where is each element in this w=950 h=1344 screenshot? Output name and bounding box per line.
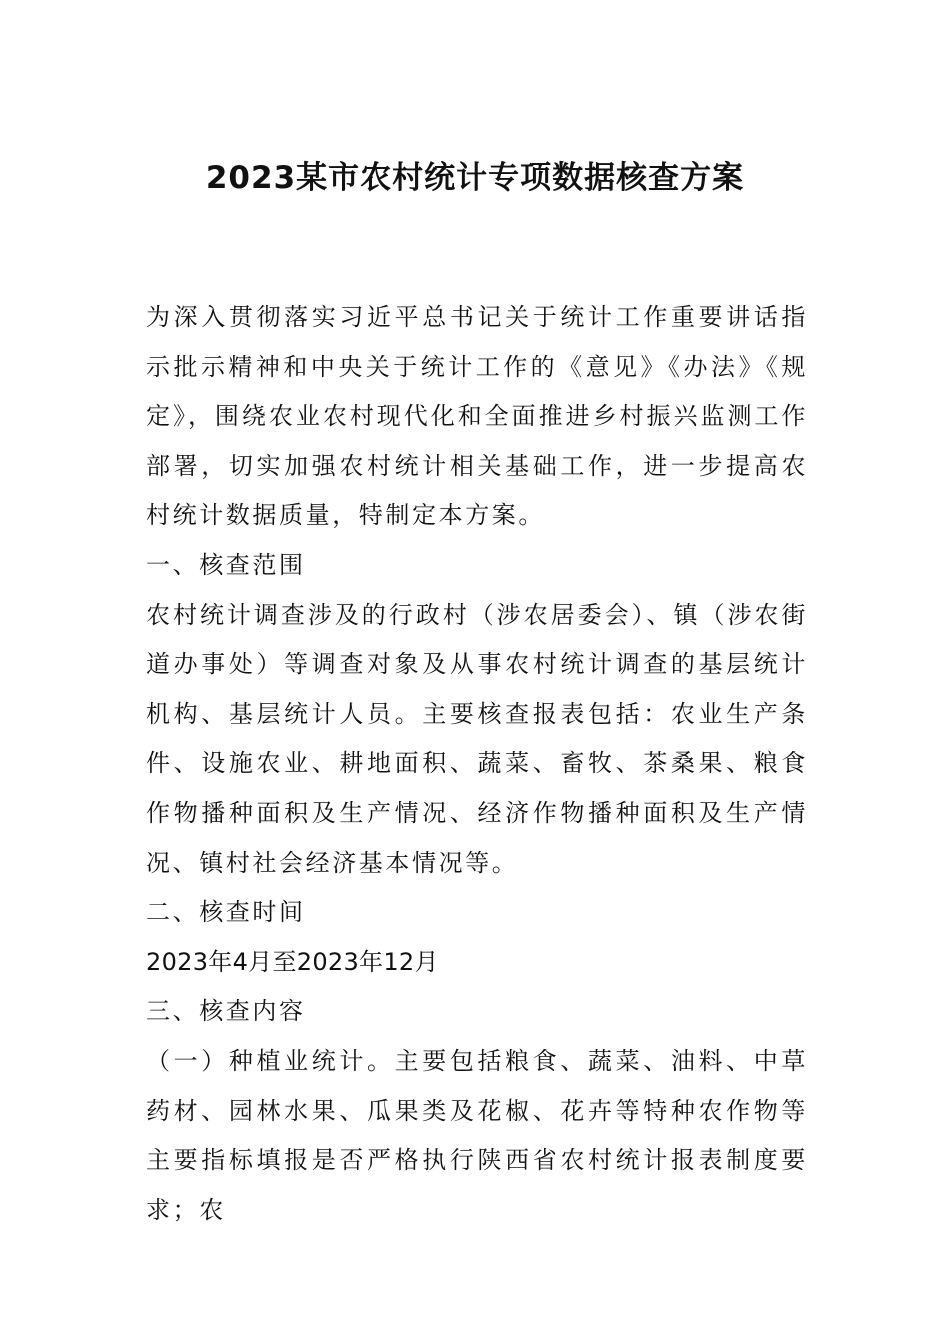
section-heading-scope: 一、核查范围	[146, 550, 306, 579]
time-paragraph: 2023年4月至2023年12月	[146, 947, 439, 976]
intro-paragraph: 为深入贯彻落实习近平总书记关于统计工作重要讲话指示批示精神和中央关于统计工作的《意见》《办法》《规定》，围绕农业农村现代化和全面推进乡村振兴监测工作部署，切实加强农村统计相关基础工作，进一步提高农村统计数据质量，特制定本方案。	[146, 303, 808, 530]
scope-paragraph: 农村统计调查涉及的行政村（涉农居委会）、镇（涉农街道办事处）等调查对象及从事农村统计调查的基层统计机构、基层统计人员。主要核查报表包括：农业生产条件、设施农业、耕地面积、蔬菜、畜牧、茶桑果、粮食作物播种面积及生产情况、经济作物播种面积及生产情况、镇村社会经济基本情况等。	[146, 600, 808, 877]
section-heading-content: 三、核查内容	[146, 997, 306, 1026]
section-heading-time: 二、核查时间	[146, 898, 306, 927]
content-paragraph: （一）种植业统计。主要包括粮食、蔬菜、油料、中草药材、园林水果、瓜果类及花椒、花卉等特种农作物等主要指标填报是否严格执行陕西省农村统计报表制度要求；农	[146, 1046, 808, 1224]
document-title: 2023某市农村统计专项数据核查方案	[205, 160, 745, 196]
document-body	[146, 293, 808, 1235]
